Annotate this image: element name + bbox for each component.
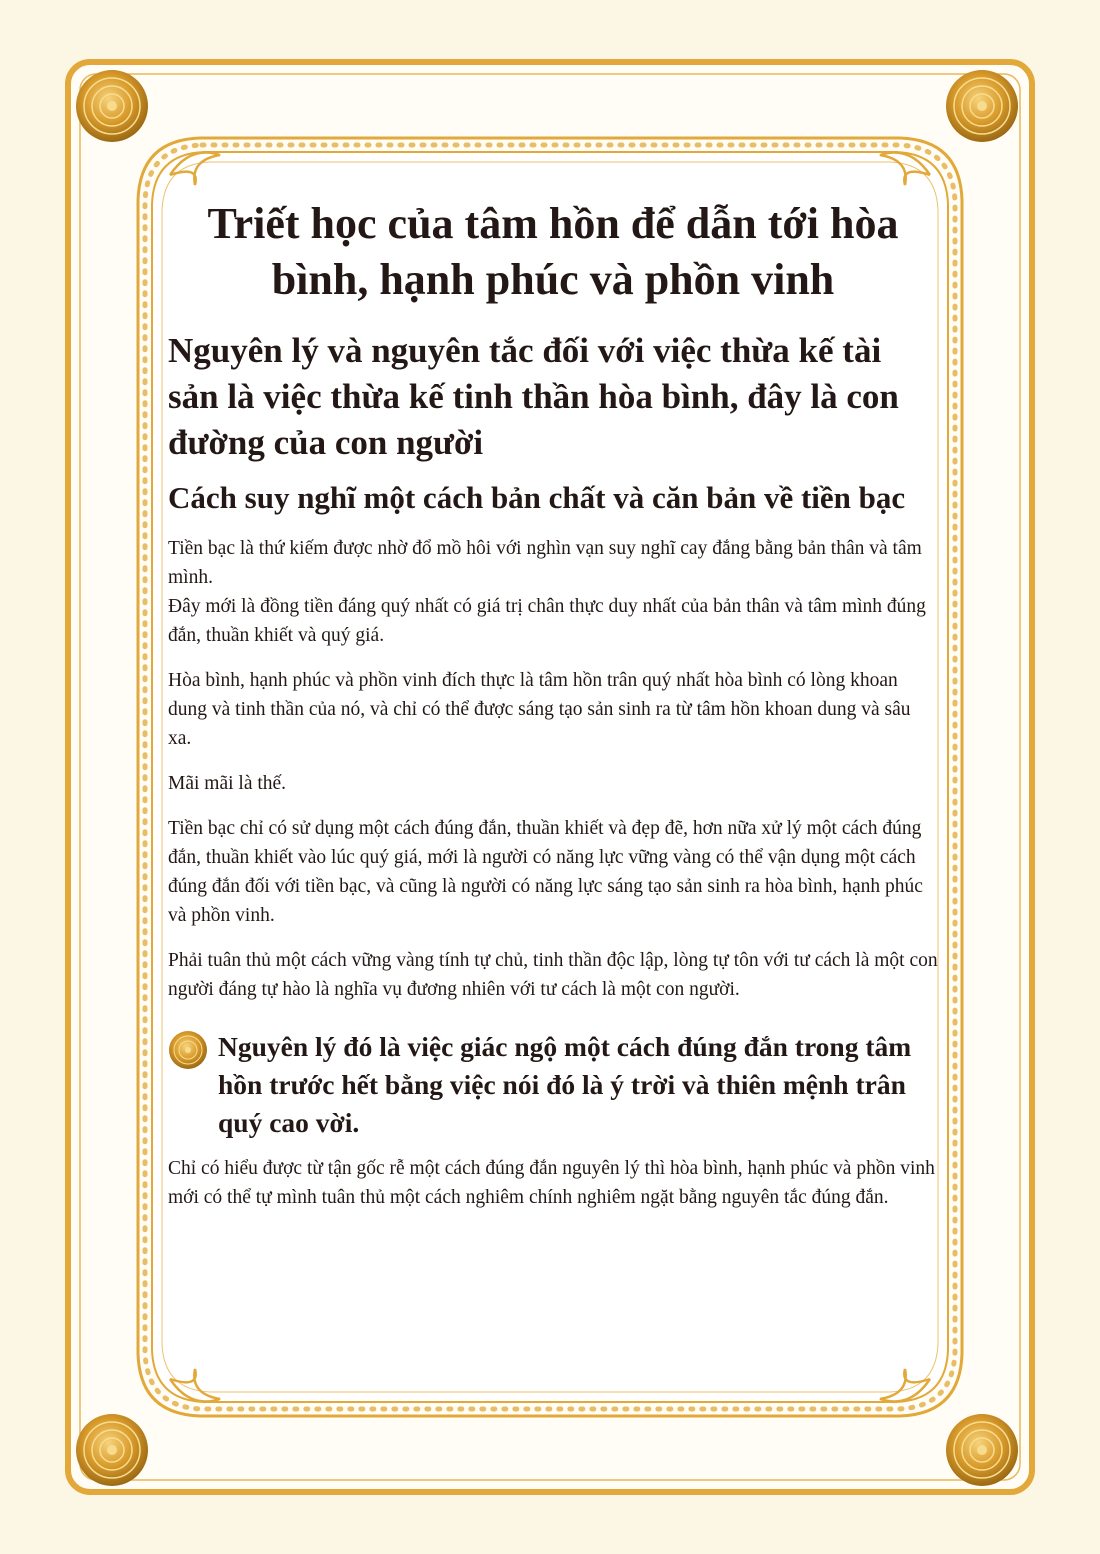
paragraph-line: Tiền bạc chỉ có sử dụng một cách đúng đắn, thuần khiết và đẹp đẽ, hơn nữa xử lý một cách đúng đắn, thuần khiết vào lúc quý giá, mới là người có năng lực vững vàng có thể vận dụng một cách đúng đắn đối với tiền bạc, và cũng là người có năng lực sáng tạo sản sinh ra hòa bình, hạnh phúc và phồn vinh. xyxy=(168,818,923,926)
corner-medallion-icon xyxy=(76,70,148,142)
callout-heading: Nguyên lý đó là việc giác ngộ một cách đúng đắn trong tâm hồn trước hết bằng việc nói đó là ý trời và thiên mệnh trân quý cao vời. xyxy=(218,1031,912,1138)
bullet-medallion-icon xyxy=(168,1030,208,1070)
paragraph-4 xyxy=(168,814,938,930)
paragraph-line: Đây mới là đồng tiền đáng quý nhất có giá trị chân thực duy nhất của bản thân và tâm mình đúng đắn, thuần khiết và quý giá. xyxy=(168,596,926,646)
corner-medallion-icon xyxy=(946,1414,1018,1486)
corner-medallion-icon xyxy=(946,70,1018,142)
corner-medallion-icon xyxy=(76,1414,148,1486)
paragraph-line: Phải tuân thủ một cách vững vàng tính tự chủ, tinh thần độc lập, lòng tự tôn với tư cách là một con người đáng tự hào là nghĩa vụ đương nhiên với tư cách là một con người. xyxy=(168,950,938,1000)
paragraph-2 xyxy=(168,666,938,753)
closing-paragraph: Chỉ có hiểu được từ tận gốc rễ một cách đúng đắn nguyên lý thì hòa bình, hạnh phúc và phồn vinh mới có thể tự mình tuân thủ một cách nghiêm chính nghiêm ngặt bằng nguyên tắc đúng đắn. xyxy=(168,1158,935,1208)
paragraph-3 xyxy=(168,769,938,798)
callout-section xyxy=(168,1028,938,1142)
sub-heading: Cách suy nghĩ một cách bản chất và căn bản về tiền bạc xyxy=(168,480,906,515)
paragraph-line: Tiền bạc là thứ kiếm được nhờ đổ mồ hôi với nghìn vạn suy nghĩ cay đắng bằng bản thân và tâm mình. xyxy=(168,538,922,588)
paragraph-line: Mãi mãi là thế. xyxy=(168,773,287,794)
document-title: Triết học của tâm hồn để dẫn tới hòa bình, hạnh phúc và phồn vinh xyxy=(207,199,899,304)
main-heading: Nguyên lý và nguyên tắc đối với việc thừa kế tài sản là việc thừa kế tinh thần hòa bình, đây là con đường của con người xyxy=(168,331,899,462)
document-body xyxy=(168,196,938,1212)
paragraph-line: Hòa bình, hạnh phúc và phồn vinh đích thực là tâm hồn trân quý nhất hòa bình có lòng khoan dung và tinh thần của nó, và chỉ có thể được sáng tạo sản sinh ra từ tâm hồn khoan dung và sâu xa. xyxy=(168,670,911,749)
paragraph-5 xyxy=(168,946,938,1004)
paragraph-1 xyxy=(168,534,938,650)
